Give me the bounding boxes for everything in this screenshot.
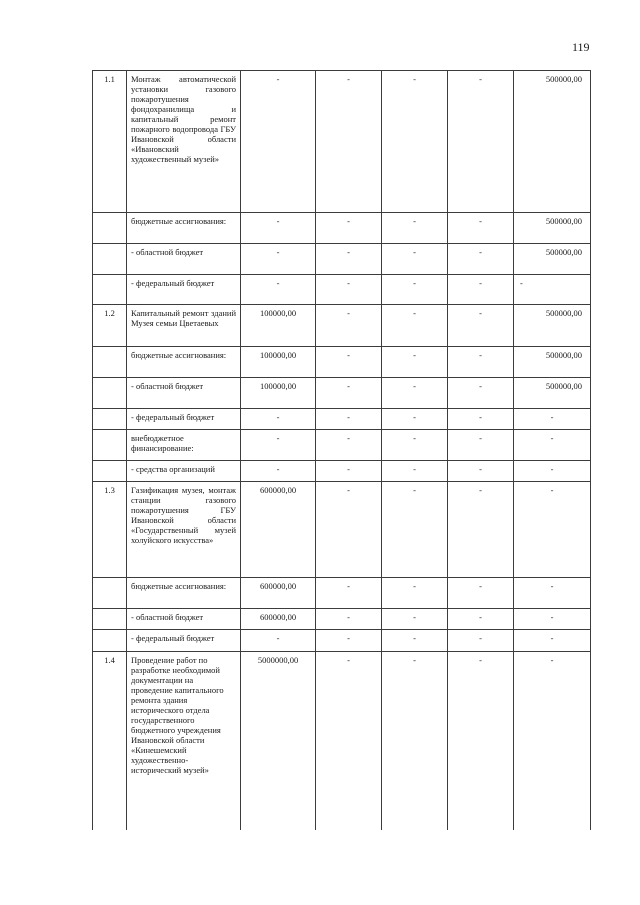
- value-cell: -: [514, 275, 591, 305]
- row-number: [93, 630, 127, 652]
- value-cell: -: [382, 430, 448, 461]
- row-number: [93, 578, 127, 609]
- row-number: 1.3: [93, 482, 127, 578]
- row-description: - федеральный бюджет: [127, 630, 241, 652]
- table-row: [93, 275, 591, 305]
- value-cell: -: [241, 244, 316, 275]
- value-cell: -: [382, 609, 448, 630]
- value-cell: -: [514, 482, 591, 578]
- value-cell: -: [382, 409, 448, 430]
- row-description: - федеральный бюджет: [127, 275, 241, 305]
- row-number: [93, 347, 127, 378]
- table-row: [93, 378, 591, 409]
- value-cell: -: [316, 378, 382, 409]
- value-cell: -: [448, 244, 514, 275]
- table-row: [93, 482, 591, 578]
- value-cell: -: [316, 409, 382, 430]
- value-cell: -: [382, 305, 448, 347]
- value-cell: -: [241, 630, 316, 652]
- value-cell: -: [448, 482, 514, 578]
- value-cell: -: [448, 275, 514, 305]
- row-number: 1.2: [93, 305, 127, 347]
- value-cell: -: [382, 71, 448, 213]
- row-description: бюджетные ассигнования:: [127, 213, 241, 244]
- value-cell: -: [514, 609, 591, 630]
- row-number: [93, 461, 127, 482]
- value-cell: 100000,00: [241, 347, 316, 378]
- row-description: - областной бюджет: [127, 378, 241, 409]
- row-number: [93, 378, 127, 409]
- row-number: [93, 275, 127, 305]
- value-cell: -: [382, 275, 448, 305]
- value-cell: -: [316, 578, 382, 609]
- value-cell: -: [316, 213, 382, 244]
- value-cell: -: [382, 652, 448, 830]
- value-cell: -: [514, 461, 591, 482]
- value-cell: -: [382, 630, 448, 652]
- value-cell: 600000,00: [241, 482, 316, 578]
- table-row: [93, 71, 591, 213]
- value-cell: 500000,00: [514, 71, 591, 213]
- table-row: [93, 461, 591, 482]
- value-cell: -: [316, 305, 382, 347]
- value-cell: 500000,00: [514, 347, 591, 378]
- row-number: [93, 430, 127, 461]
- value-cell: -: [382, 461, 448, 482]
- value-cell: -: [316, 652, 382, 830]
- value-cell: -: [241, 409, 316, 430]
- table-row: [93, 305, 591, 347]
- value-cell: -: [382, 378, 448, 409]
- value-cell: -: [514, 430, 591, 461]
- table-row: [93, 630, 591, 652]
- value-cell: 600000,00: [241, 609, 316, 630]
- value-cell: -: [448, 652, 514, 830]
- value-cell: -: [514, 652, 591, 830]
- table-row: [93, 347, 591, 378]
- value-cell: 600000,00: [241, 578, 316, 609]
- value-cell: -: [316, 71, 382, 213]
- value-cell: -: [241, 430, 316, 461]
- row-description: - федеральный бюджет: [127, 409, 241, 430]
- value-cell: -: [448, 378, 514, 409]
- row-number: [93, 409, 127, 430]
- value-cell: -: [241, 213, 316, 244]
- value-cell: -: [382, 578, 448, 609]
- value-cell: -: [382, 213, 448, 244]
- value-cell: -: [514, 409, 591, 430]
- row-description: Монтаж автоматической установки газового пожаротушения фондохранилища и капитальный ремонт пожарного водопровода ГБУ Ивановской области «Ивановский художественный музей»: [127, 71, 241, 213]
- row-number: [93, 609, 127, 630]
- row-description: Газификация музея, монтаж станции газового пожаротушения ГБУ Ивановской области «Государственный музей холуйского искусства»: [127, 482, 241, 578]
- budget-table: [92, 70, 591, 830]
- value-cell: -: [316, 630, 382, 652]
- value-cell: -: [382, 244, 448, 275]
- row-number: [93, 244, 127, 275]
- row-description: Проведение работ по разработке необходимой документации на проведение капитального ремонта здания исторического отдела государственного бюджетного учреждения Ивановской области «Кинешемский художественно-исторический музей»: [127, 652, 241, 830]
- value-cell: -: [316, 430, 382, 461]
- table-row: [93, 213, 591, 244]
- value-cell: -: [448, 71, 514, 213]
- value-cell: -: [316, 609, 382, 630]
- table-row: [93, 578, 591, 609]
- value-cell: -: [316, 461, 382, 482]
- value-cell: -: [316, 244, 382, 275]
- value-cell: -: [241, 461, 316, 482]
- value-cell: -: [448, 305, 514, 347]
- value-cell: 500000,00: [514, 305, 591, 347]
- value-cell: -: [448, 213, 514, 244]
- value-cell: -: [241, 71, 316, 213]
- value-cell: -: [448, 609, 514, 630]
- value-cell: -: [448, 430, 514, 461]
- value-cell: -: [514, 630, 591, 652]
- value-cell: 5000000,00: [241, 652, 316, 830]
- value-cell: -: [448, 461, 514, 482]
- table-row: [93, 244, 591, 275]
- row-description: бюджетные ассигнования:: [127, 347, 241, 378]
- page-number: 119: [572, 40, 590, 54]
- value-cell: 500000,00: [514, 378, 591, 409]
- row-description: Капитальный ремонт зданий Музея семьи Цветаевых: [127, 305, 241, 347]
- row-description: внебюджетное финансирование:: [127, 430, 241, 461]
- value-cell: -: [241, 275, 316, 305]
- table-row: [93, 430, 591, 461]
- value-cell: -: [448, 578, 514, 609]
- value-cell: -: [514, 578, 591, 609]
- table-row: [93, 652, 591, 830]
- value-cell: 500000,00: [514, 244, 591, 275]
- row-number: 1.1: [93, 71, 127, 213]
- table-row: [93, 609, 591, 630]
- value-cell: -: [382, 347, 448, 378]
- value-cell: -: [316, 482, 382, 578]
- value-cell: 100000,00: [241, 305, 316, 347]
- value-cell: -: [316, 275, 382, 305]
- value-cell: 100000,00: [241, 378, 316, 409]
- row-number: 1.4: [93, 652, 127, 830]
- row-description: - областной бюджет: [127, 244, 241, 275]
- row-number: [93, 213, 127, 244]
- row-description: - средства организаций: [127, 461, 241, 482]
- value-cell: -: [448, 630, 514, 652]
- row-description: - областной бюджет: [127, 609, 241, 630]
- value-cell: -: [382, 482, 448, 578]
- value-cell: -: [316, 347, 382, 378]
- value-cell: -: [448, 409, 514, 430]
- row-description: бюджетные ассигнования:: [127, 578, 241, 609]
- value-cell: 500000,00: [514, 213, 591, 244]
- table-row: [93, 409, 591, 430]
- value-cell: -: [448, 347, 514, 378]
